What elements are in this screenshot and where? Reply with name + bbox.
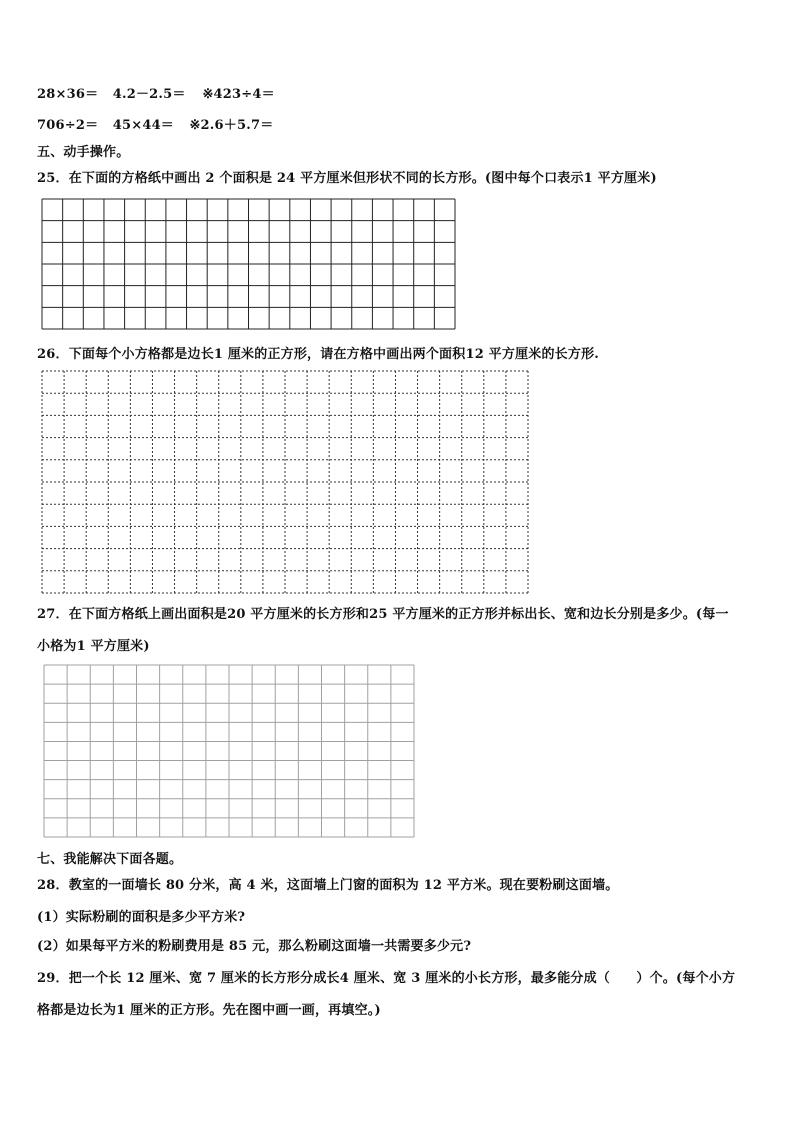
question-27-line-2: 小格为1 平方厘米) <box>37 639 150 654</box>
question-28-part-1: (1）实际粉刷的面积是多少平方米? <box>37 910 246 925</box>
section-heading-7: 七、我能解决下面各题。 <box>37 852 183 867</box>
grid-paper-q27[interactable] <box>43 664 415 838</box>
question-25: 25．在下面的方格纸中画出 2 个面积是 24 平方厘米但形状不同的长方形。(图中每个口表示1 平方厘米) <box>37 171 657 186</box>
grid-paper-q26[interactable] <box>41 370 529 594</box>
calc-item: 28×36＝ <box>37 87 99 102</box>
calc-row-2 <box>37 114 273 133</box>
question-29-line-1: 29．把一个长 12 厘米、宽 7 厘米的长方形分成长4 厘米、宽 3 厘米的小长方形，最多能分成（ ）个。(每个小方 <box>37 971 736 986</box>
grid-paper-q25[interactable] <box>41 198 456 330</box>
question-28-part-2: (2）如果每平方米的粉刷费用是 85 元，那么粉刷这面墙一共需要多少元? <box>37 939 472 954</box>
calc-item: 4.2－2.5＝ <box>112 87 186 102</box>
calc-row-1 <box>37 83 275 102</box>
section-heading-5: 五、动手操作。 <box>37 145 130 160</box>
calc-item: 706÷2＝ <box>37 118 99 133</box>
calc-item: ※423÷4＝ <box>202 87 275 102</box>
question-26: 26．下面每个小方格都是边长1 厘米的正方形，请在方格中画出两个面积12 平方厘米的长方形. <box>37 347 600 362</box>
question-28: 28．教室的一面墙长 80 分米，高 4 米，这面墙上门窗的面积为 12 平方米。现在要粉刷这面墙。 <box>37 878 619 893</box>
question-29-line-2: 格都是边长为1 厘米的正方形。先在图中画一画，再填空。) <box>37 1003 381 1018</box>
question-27-line-1: 27．在下面方格纸上画出面积是20 平方厘米的长方形和25 平方厘米的正方形并标出长、宽和边长分别是多少。(每一 <box>37 607 729 622</box>
calc-item: 45×44＝ <box>112 118 175 133</box>
calc-item: ※2.6＋5.7＝ <box>189 118 274 133</box>
